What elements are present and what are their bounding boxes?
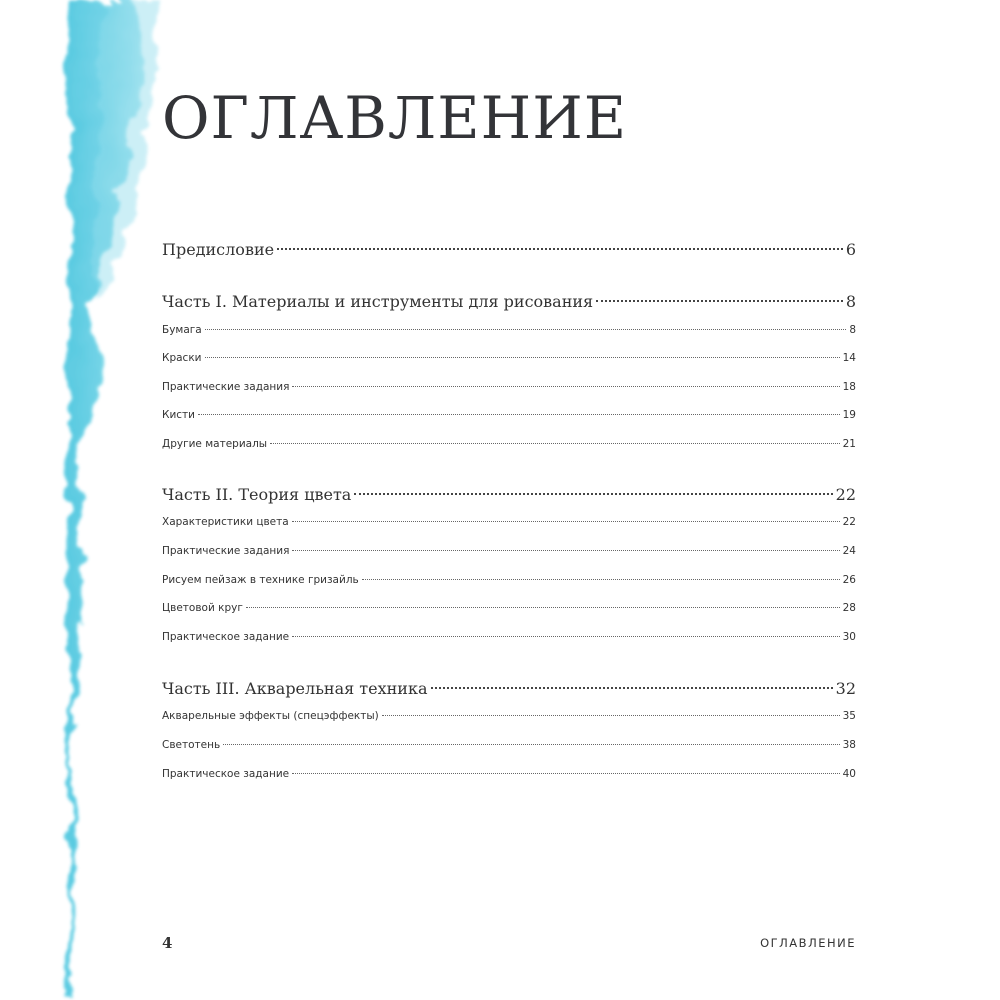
toc-entry-page: 22 [842,516,856,528]
toc-entry-page: 24 [842,545,856,557]
toc-leader-dots [198,414,840,415]
toc-leader-dots [223,744,839,745]
toc-leader-dots [205,329,847,330]
toc-entry-title: Предисловие [162,240,275,259]
toc-entry-title: Рисуем пейзаж в технике гризайль [162,574,359,586]
toc-leader-dots [292,636,839,637]
toc-entry-page: 38 [842,739,856,751]
toc-entry-title: Светотень [162,739,221,751]
toc-entry-page: 8 [845,292,856,311]
toc-section [162,240,856,259]
toc-item [162,409,856,421]
toc-item [162,438,856,450]
toc-entry-page: 18 [842,381,856,393]
toc-entry-page: 28 [842,602,856,614]
toc-leader-dots [354,493,832,495]
toc-entry-title: Часть III. Акварельная техника [162,679,428,698]
toc-leader-dots [382,715,840,716]
toc-item [162,739,856,751]
toc-leader-dots [292,521,840,522]
page-title: ОГЛАВЛЕНИЕ [162,84,628,152]
toc-entry-page: 30 [842,631,856,643]
toc-leader-dots [431,687,833,689]
toc-entry-title: Бумага [162,324,202,336]
toc-entry-title: Практическое задание [162,768,290,780]
toc-section [162,679,856,698]
toc-entry-page: 14 [842,352,856,364]
toc-section [162,485,856,504]
toc-entry-page: 32 [835,679,856,698]
toc-entry-title: Практическое задание [162,631,290,643]
toc-entry-page: 26 [842,574,856,586]
toc-leader-dots [277,248,843,250]
toc-entry-title: Характеристики цвета [162,516,289,528]
watercolor-wash [93,0,160,300]
toc-entry-title: Другие материалы [162,438,268,450]
toc-leader-dots [270,443,840,444]
toc-item [162,574,856,586]
toc-entry-title: Часть I. Материалы и инструменты для рисования [162,292,594,311]
toc-entry-title: Часть II. Теория цвета [162,485,352,504]
toc-item [162,352,856,364]
toc-entry-title: Практические задания [162,381,290,393]
toc-entry-title: Практические задания [162,545,290,557]
toc-item [162,631,856,643]
toc-leader-dots [292,386,839,387]
toc-entry-title: Кисти [162,409,195,421]
toc-leader-dots [205,357,840,358]
toc-item [162,324,856,336]
toc-entry-page: 40 [842,768,856,780]
toc-entry-title: Цветовой круг [162,602,243,614]
toc-leader-dots [596,300,843,302]
toc-item [162,602,856,614]
toc-leader-dots [246,607,840,608]
toc-item [162,768,856,780]
toc-item [162,381,856,393]
toc-entry-page: 19 [842,409,856,421]
page-number: 4 [162,934,173,952]
running-title: ОГЛАВЛЕНИЕ [760,936,856,950]
toc-leader-dots [292,773,839,774]
toc-item [162,516,856,528]
toc-item [162,545,856,557]
toc-entry-title: Акварельные эффекты (спецэффекты) [162,710,379,722]
toc-section [162,292,856,311]
toc-entry-page: 8 [849,324,856,336]
toc-entry-page: 21 [842,438,856,450]
toc-entry-title: Краски [162,352,202,364]
toc-entry-page: 22 [835,485,856,504]
toc-leader-dots [292,550,839,551]
toc-item [162,710,856,722]
toc-leader-dots [362,579,840,580]
toc-entry-page: 35 [842,710,856,722]
toc-entry-page: 6 [845,240,856,259]
